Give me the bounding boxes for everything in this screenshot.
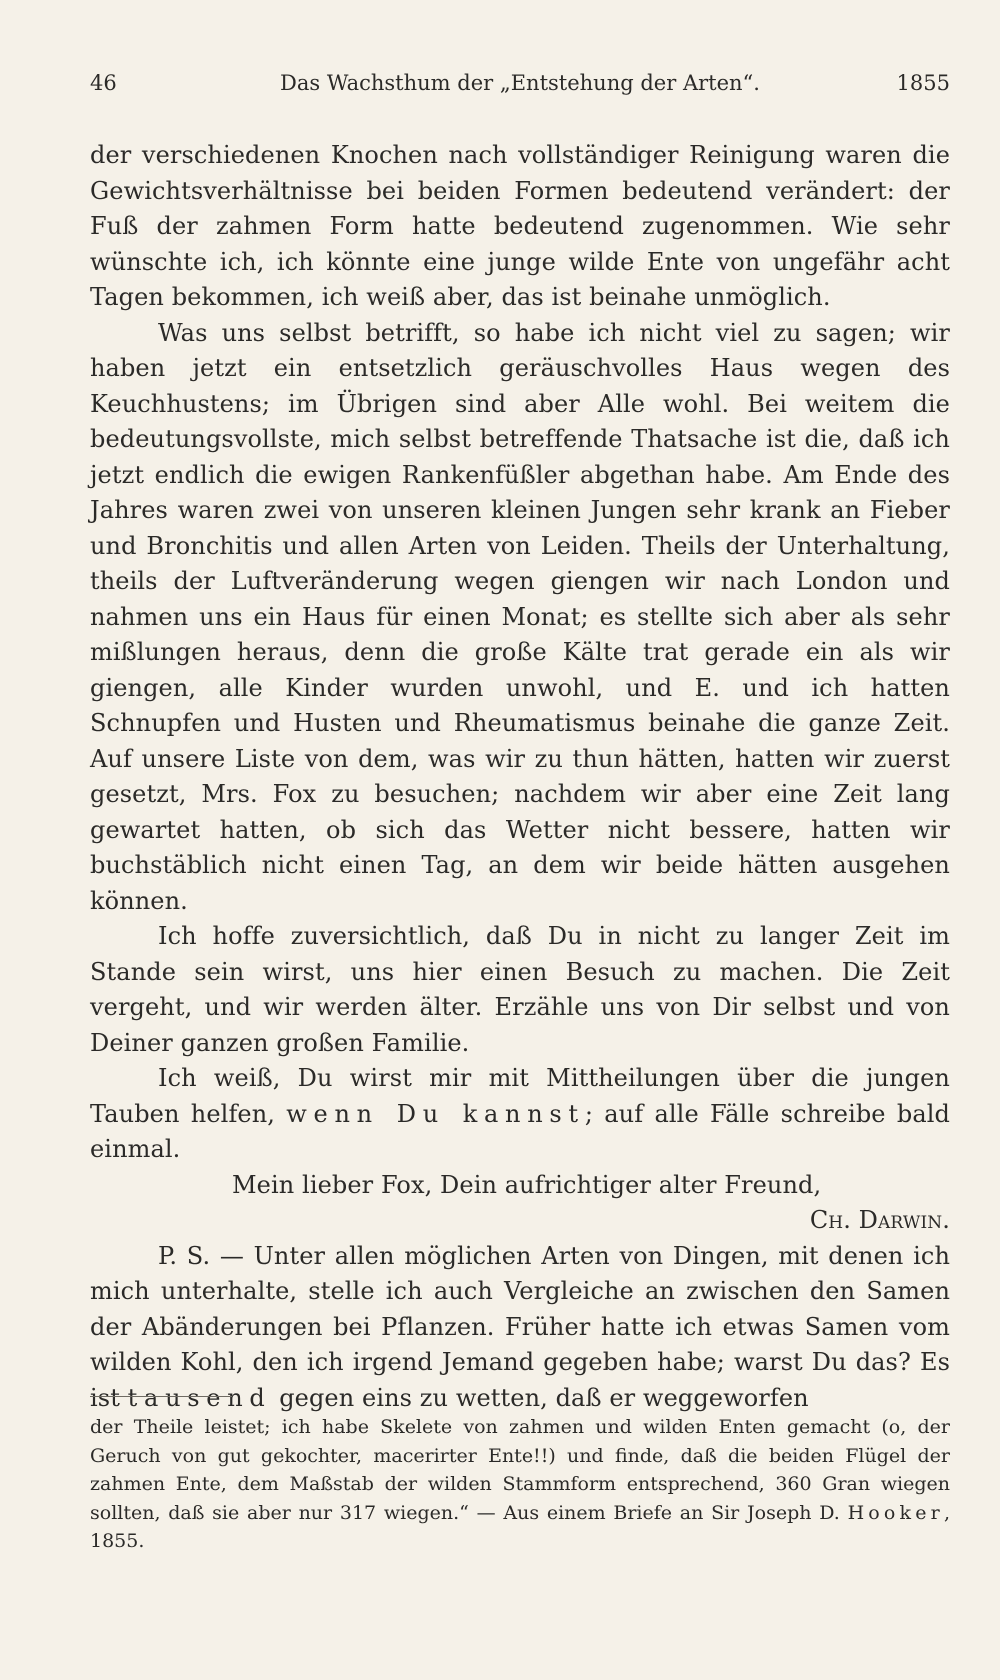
- footnote-text-end: , 1855.: [90, 1501, 950, 1552]
- paragraph-visit-hope: Ich hoffe zuversichtlich, daß Du in nicht zu langer Zeit im Stande sein wirst, uns hier einen Besuch zu machen. Die Zeit vergeht, und wir werden älter. Erzähle uns von Dir selbst und von Deiner ganzen großen Familie.: [90, 922, 950, 1057]
- running-header: [90, 68, 950, 98]
- header-year: 1855: [896, 71, 950, 95]
- footnote-rule: [90, 1396, 232, 1397]
- pigeons-text-end: ; auf alle Fälle schreibe bald einmal.: [90, 1099, 950, 1163]
- footnote-name-spaced: Hooker: [847, 1501, 944, 1524]
- signature-name: Ch. Darwin.: [809, 1206, 950, 1234]
- emphasis-spaced: wenn Du kannst: [286, 1099, 585, 1128]
- paragraph-family-news: Was uns selbst betrifft, so habe ich nicht viel zu sagen; wir haben jetzt ein entsetzlich geräuschvolles Haus wegen des Keuchhustens; im Übrigen sind aber Alle wohl. Bei weitem die bedeutungsvollste, mich selbst betreffende Thatsache ist die, daß ich jetzt endlich die ewigen Rankenfüßler abgethan habe. Am Ende des Jahres waren zwei von unseren kleinen Jungen sehr krank an Fieber und Bronchitis und allen Arten von Leiden. Theils der Unterhaltung, theils der Luftveränderung wegen giengen wir nach London und nahmen uns ein Haus für einen Monat; es stellte sich aber als sehr mißlungen heraus, denn die große Kälte trat gerade ein als wir giengen, alle Kinder wurden unwohl, und E. und ich hatten Schnupfen und Husten und Rheumatismus beinahe die ganze Zeit. Auf unsere Liste von dem, was wir zu thun hätten, hatten wir zuerst gesetzt, Mrs. Fox zu besuchen; nachdem wir aber eine Zeit lang gewartet hatten, ob sich das Wetter nicht bessere, hatten wir buchstäblich nicht einen Tag, an dem wir beide hätten ausgehen können.: [90, 318, 950, 915]
- pigeons-text-start: Ich weiß, Du wirst mir mit Mittheilungen über die jungen Tauben helfen,: [90, 1064, 950, 1128]
- signature: [90, 1203, 950, 1239]
- postscript-text-start: P. S. — Unter allen möglichen Arten von Dingen, mit denen ich mich unterhalte, stelle ich auch Vergleiche an zwischen den Samen der Abänderungen bei Pflanzen. Früher hatte ich etwas Samen vom wilden Kohl, den ich irgend Jemand gegeben habe; warst Du das? Es ist: [90, 1241, 950, 1412]
- footnote: [90, 1413, 950, 1556]
- paragraph-continued: der verschiedenen Knochen nach vollständiger Reinigung waren die Gewichtsverhältnisse bei beiden Formen bedeutend verändert: der Fuß der zahmen Form hatte bedeutend zugenommen. Wie sehr wünschte ich, ich könnte eine junge wilde Ente von ungefähr acht Tagen bekommen, ich weiß aber, das ist beinahe unmöglich.: [90, 141, 950, 311]
- running-title: Das Wachsthum der „Entstehung der Arten“.: [280, 71, 760, 95]
- postscript: [90, 1239, 950, 1417]
- postscript-text-end: gegen eins zu wetten, daß er weggeworfen: [279, 1383, 809, 1412]
- main-text: [90, 138, 950, 1416]
- footnote-text-start: der Theile leistet; ich habe Skelete von zahmen und wilden Enten gemacht (o, der Geruch von gut gekochter, macerirter Ente!!) und finde, daß die beiden Flügel der zahmen Ente, dem Maßstab der wilden Stammform entsprechend, 360 Gran wiegen sollten, daß sie aber nur 317 wiegen.“ — Aus einem Briefe an Sir Joseph D.: [90, 1416, 950, 1524]
- letter-closing: Mein lieber Fox, Dein aufrichtiger alter Freund,: [232, 1170, 822, 1199]
- emphasis-spaced: tausend: [127, 1383, 272, 1412]
- paragraph-pigeons: [90, 1061, 950, 1168]
- page-number: 46: [90, 71, 117, 95]
